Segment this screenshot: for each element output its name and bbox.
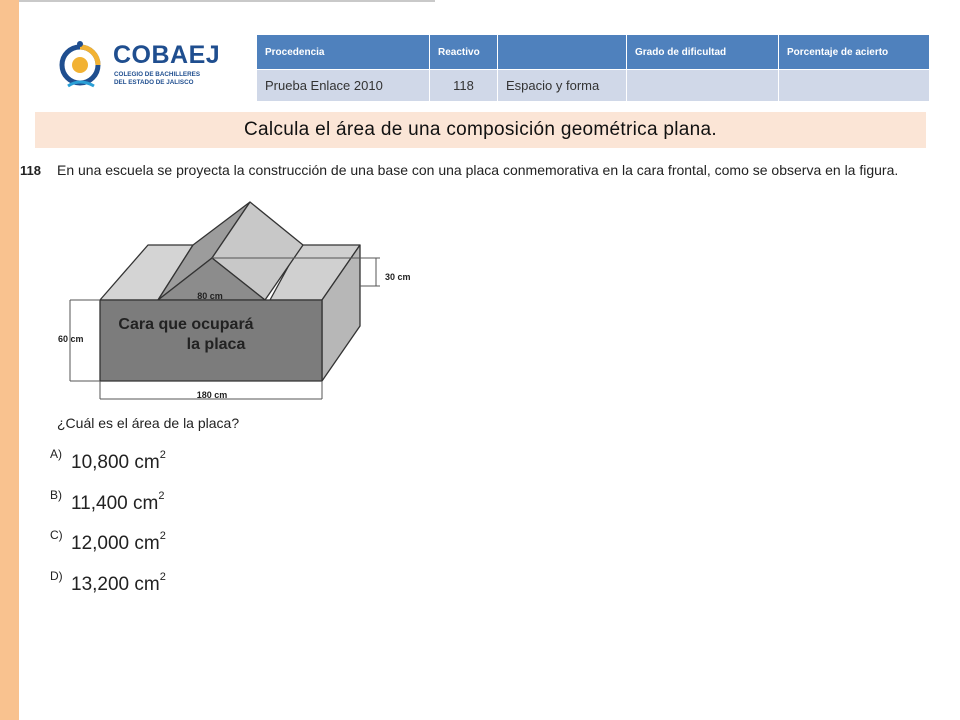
header-reactivo: Reactivo [430,35,498,70]
header-grado-dificultad: Grado de dificultad [627,35,779,70]
geometric-figure [50,196,430,406]
cell-tema: Espacio y forma [498,70,627,102]
header-porcentaje-acierto: Porcentaje de acierto [779,35,930,70]
left-accent-bar [0,0,19,720]
item-info-table [256,34,930,102]
plaque-label-line-1: Cara que ocupará [118,316,254,333]
question-prompt: ¿Cuál es el área de la placa? [57,415,240,431]
cobaej-logo [58,38,221,94]
top-divider [19,0,435,2]
dim-bottom-label: 180 cm [196,390,228,400]
header-procedencia: Procedencia [257,35,430,70]
header-blank [498,35,627,70]
option-letter: B) [50,488,62,502]
table-header-row [257,35,930,70]
cell-procedencia: Prueba Enlace 2010 [257,70,430,102]
dim-right-label: 30 cm [385,272,411,282]
logo-subtitle-line-1: COLEGIO DE BACHILLERES [114,71,201,78]
option-value: 11,400 $cm^2$ [71,490,165,514]
dim-top-label: 80 cm [197,291,223,301]
cell-reactivo: 118 [430,70,498,102]
cell-porcentaje-acierto [779,70,930,102]
logo-subtitle [114,71,200,87]
option-letter: D) [50,569,63,583]
option-value: 10,800 $cm^2$ [71,449,166,473]
logo-wordmark: COBAEJ [113,41,221,69]
option-value: 13,200 $cm^2$ [71,571,166,595]
topic-banner: Calcula el área de una composición geométrica plana. [35,112,926,148]
dim-left-label: 60 cm [58,334,84,344]
option-letter: C) [50,528,63,542]
cell-grado-dificultad [627,70,779,102]
logo-emblem-icon [58,38,108,92]
plaque-label-line-2: la placa [186,336,246,353]
option-letter: A) [50,447,62,461]
option-value: 12,000 $cm^2$ [71,530,166,554]
logo-subtitle-line-2: DEL ESTADO DE JALISCO [114,79,194,86]
question-number: 118 [20,163,41,178]
table-row [257,70,930,102]
question-text: En una escuela se proyecta la construcción de una base con una placa conmemorativa en la cara frontal, como se observa en la figura. [57,162,899,178]
